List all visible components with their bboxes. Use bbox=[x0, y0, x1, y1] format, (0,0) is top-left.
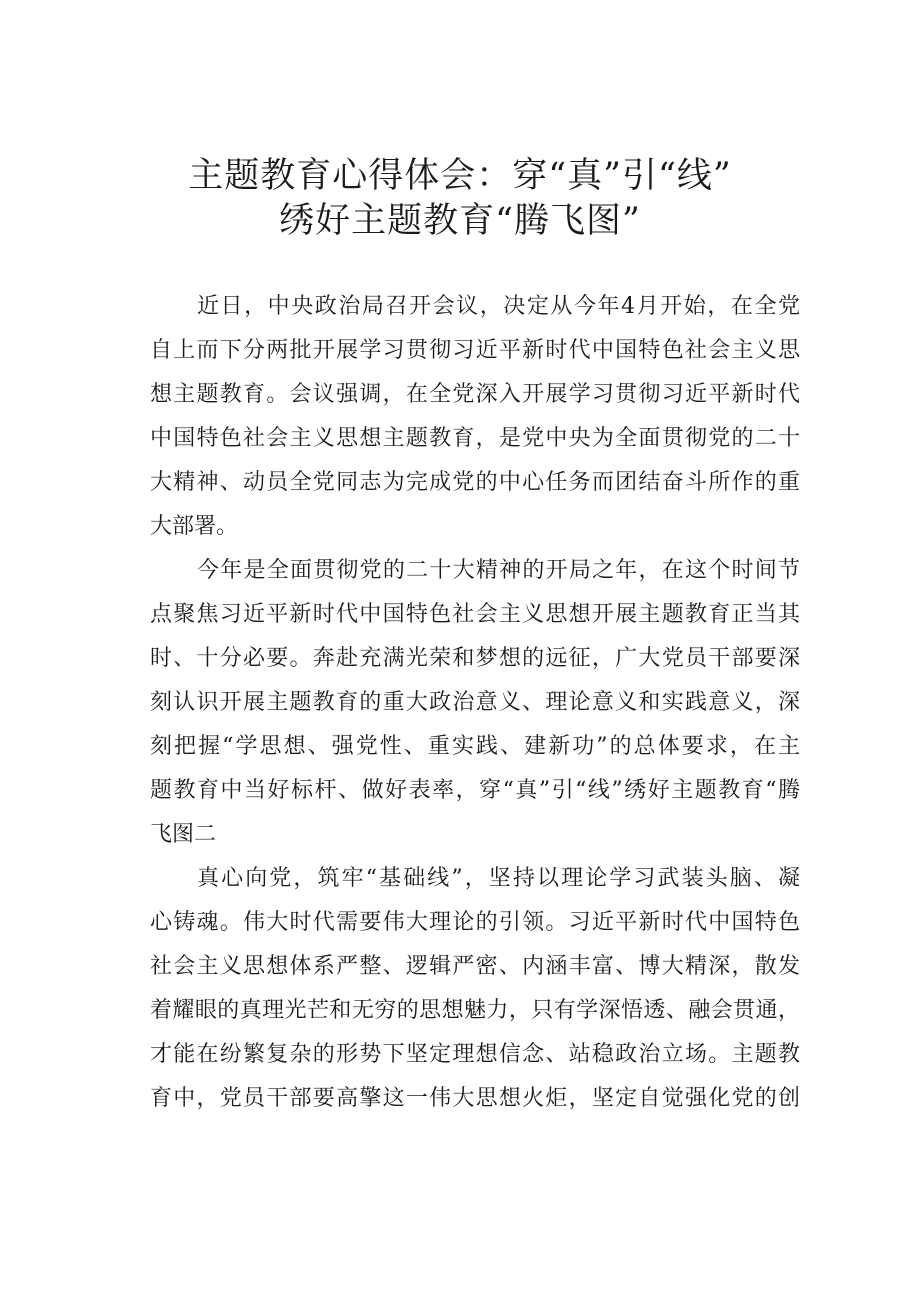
body-line: 题教育中当好标杆、做好表率，穿“真”引“线”绣好主题教育“腾 bbox=[150, 778, 800, 803]
body-line: 今年是全面贯彻党的二十大精神的开局之年，在这个时间节 bbox=[197, 558, 800, 583]
body-line: 大部署。 bbox=[150, 514, 239, 539]
body-line: 真心向党，筑牢“基础线”，坚持以理论学习武装头脑、凝 bbox=[197, 866, 800, 891]
body-line: 飞图二 bbox=[150, 822, 217, 847]
body-line: 社会主义思想体系严整、逻辑严密、内涵丰富、博大精深，散发 bbox=[150, 954, 800, 979]
body-line: 自上而下分两批开展学习贯彻习近平新时代中国特色社会主义思 bbox=[150, 338, 800, 363]
body-line: 心铸魂。伟大时代需要伟大理论的引领。习近平新时代中国特色 bbox=[150, 910, 800, 935]
body-line: 育中，党员干部要高擎这一伟大思想火炬，坚定自觉强化党的创 bbox=[150, 1086, 800, 1111]
body-line: 大精神、动员全党同志为完成党的中心任务而团结奋斗所作的重 bbox=[150, 470, 800, 495]
title-line-1: 主题教育心得体会：穿“真”引“线” bbox=[188, 156, 732, 196]
body-line: 想主题教育。会议强调，在全党深入开展学习贯彻习近平新时代 bbox=[150, 382, 800, 407]
title-line-2: 绣好主题教育“腾飞图” bbox=[279, 201, 641, 241]
body-line: 近日，中央政治局召开会议，决定从今年4月开始，在全党 bbox=[197, 294, 800, 319]
body-line: 点聚焦习近平新时代中国特色社会主义思想开展主题教育正当其 bbox=[150, 602, 800, 627]
body-line: 刻认识开展主题教育的重大政治意义、理论意义和实践意义，深 bbox=[150, 690, 800, 715]
body-line: 中国特色社会主义思想主题教育，是党中央为全面贯彻党的二十 bbox=[150, 426, 800, 451]
body-line: 才能在纷繁复杂的形势下坚定理想信念、站稳政治立场。主题教 bbox=[150, 1042, 800, 1067]
body-line: 刻把握“学思想、强党性、重实践、建新功”的总体要求，在主 bbox=[150, 734, 800, 759]
body-line: 着耀眼的真理光芒和无穷的思想魅力，只有学深悟透、融会贯通， bbox=[150, 998, 800, 1023]
body-line: 时、十分必要。奔赴充满光荣和梦想的远征，广大党员干部要深 bbox=[150, 646, 800, 671]
